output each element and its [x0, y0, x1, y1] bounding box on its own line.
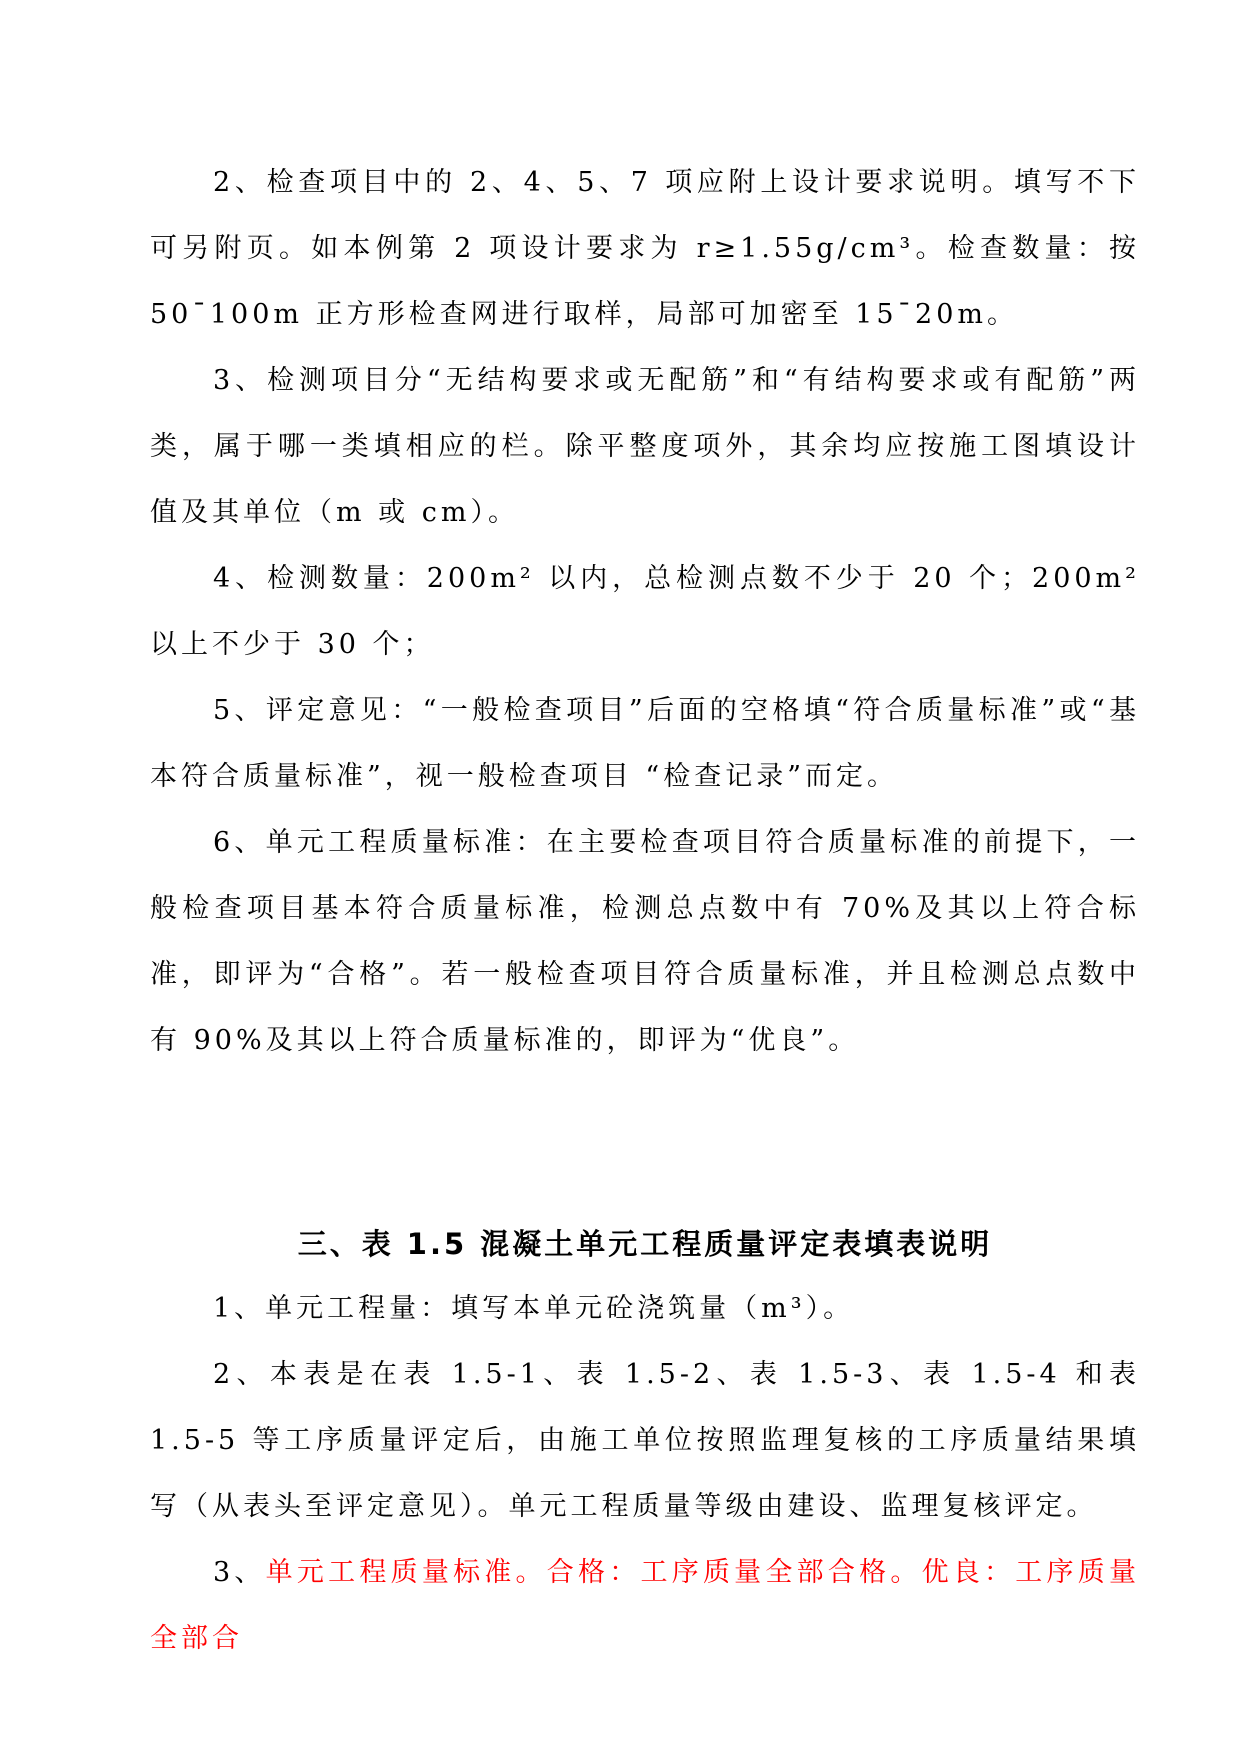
section-heading: 三、表 1.5 混凝土单元工程质量评定表填表说明 [297, 1227, 993, 1261]
document-body [150, 150, 1140, 1672]
section-paragraph-1: 1、单元工程量：填写本单元砼浇筑量（m³）。 [213, 1293, 855, 1324]
paragraph-item-6: 6、单元工程质量标准：在主要检查项目符合质量标准的前提下，一般检查项目基本符合质量标准，检测总点数中有 70%及其以上符合标准，即评为“合格”。若一般检查项目符合质量标准，并且检测总点数中有 90%及其以上符合质量标准的，即评为“优良”。 [150, 827, 1140, 1056]
paragraph-item-2: 2、检查项目中的 2、4、5、7 项应附上设计要求说明。填写不下可另附页。如本例第 2 项设计要求为 r≥1.55g/cm³。检查数量：按 50¯100m 正方形检查网进行取样，局部可加密至 15¯20m。 [150, 167, 1140, 330]
section-paragraph-2: 2、本表是在表 1.5-1、表 1.5-2、表 1.5-3、表 1.5-4 和表 1.5-5 等工序质量评定后，由施工单位按照监理复核的工序质量结果填写（从表头至评定意见）。单元工程质量等级由建设、监理复核评定。 [150, 1359, 1140, 1522]
section-paragraph-3 [150, 1540, 1140, 1672]
section-spacer [150, 1074, 1140, 1212]
paragraph-item-5: 5、评定意见：“一般检查项目”后面的空格填“符合质量标准”或“基本符合质量标准”，视一般检查项目 “检查记录”而定。 [150, 695, 1140, 792]
paragraph-item-3: 3、检测项目分“无结构要求或无配筋”和“有结构要求或有配筋”两类，属于哪一类填相应的栏。除平整度项外，其余均应按施工图填设计值及其单位（m 或 cm）。 [150, 365, 1140, 528]
section-paragraph-3-number: 3、 [213, 1557, 266, 1588]
section-paragraph-3-highlight: 单元工程质量标准。合格：工序质量全部合格。优良：工序质量全部合 [150, 1557, 1140, 1654]
paragraph-item-4: 4、检测数量：200m² 以内，总检测点数不少于 20 个；200m² 以上不少于 30 个； [150, 563, 1140, 660]
